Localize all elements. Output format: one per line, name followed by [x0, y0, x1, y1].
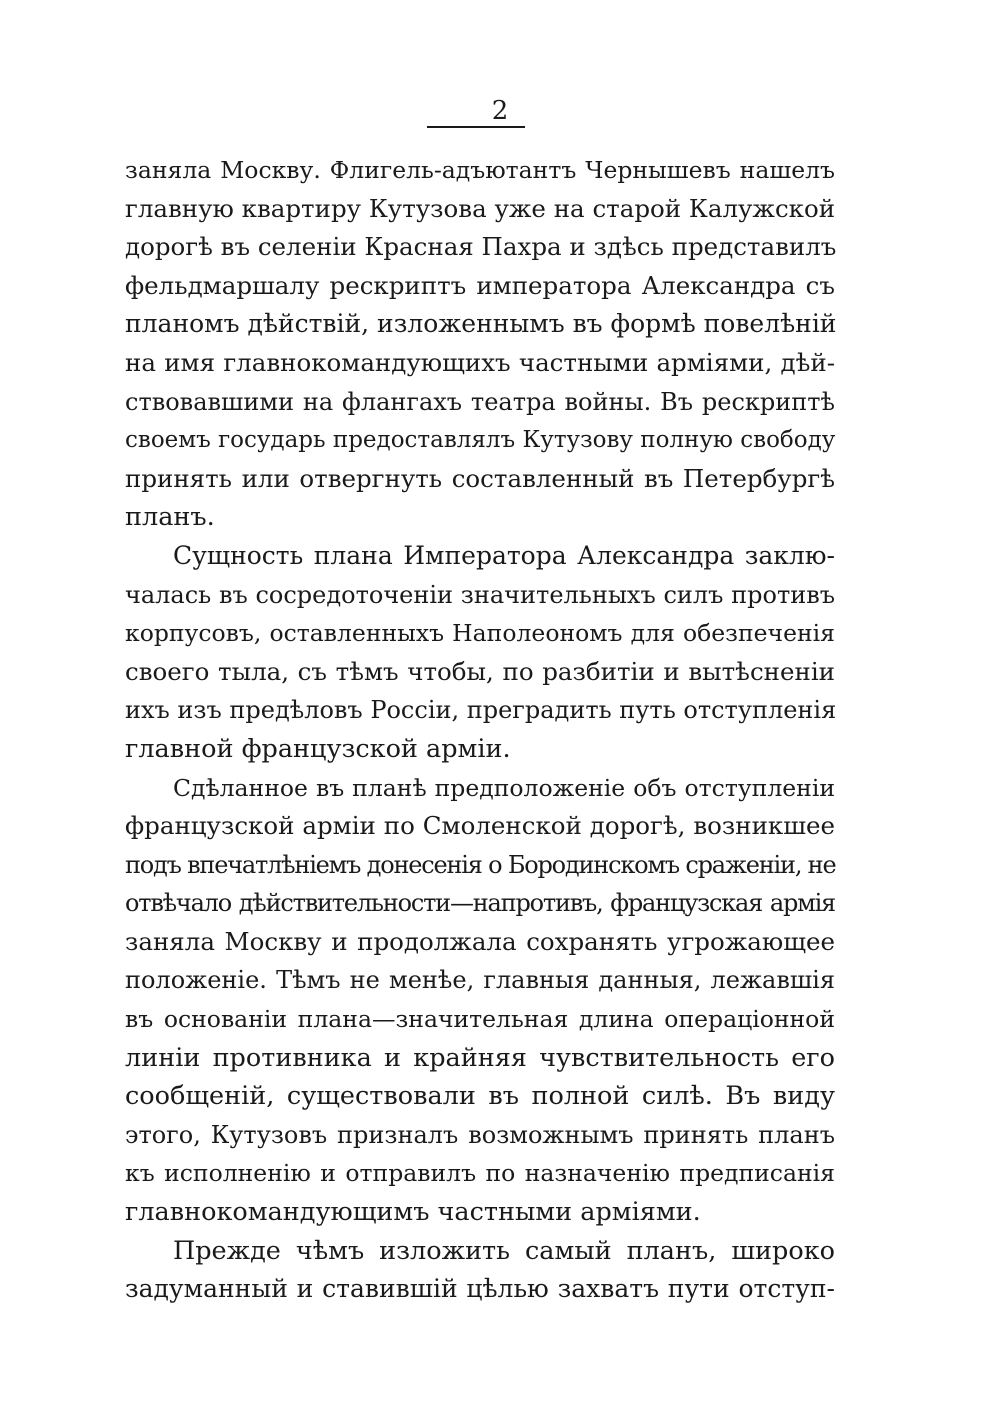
- text-line: главную квартиру Кутузова уже на старой Калужской: [125, 193, 836, 223]
- text-line: своемъ государь предоставлялъ Кутузову полную свободу: [125, 427, 836, 454]
- text-line: къ исполненію и отправилъ по назначенію предписанія: [125, 1159, 835, 1188]
- text-line: главной французской арміи.: [125, 733, 511, 764]
- paragraph: [125, 1232, 835, 1309]
- text-line: ихъ изъ предѣловъ Россіи, преградить путь отступленія: [125, 696, 837, 725]
- text-line: на имя главнокомандующихъ частными арміями, дѣй-: [125, 347, 835, 377]
- text-line: этого, Кутузовъ призналъ возможнымъ принять планъ: [125, 1120, 835, 1149]
- text-line: Прежде чѣмъ изложить самый планъ, широко: [173, 1235, 835, 1266]
- text-line: фельдмаршалу рескриптъ императора Александра съ: [125, 270, 835, 300]
- text-line: ствовавшими на флангахъ театра войны. Въ рескриптѣ: [125, 387, 835, 416]
- text-line: главнокомандующимъ частными арміями.: [125, 1197, 701, 1228]
- paragraph: [125, 769, 835, 1232]
- text-line: французской арміи по Смоленской дорогѣ, возникшее: [125, 811, 835, 841]
- text-line: линіи противника и крайняя чувствительность его: [125, 1042, 835, 1073]
- text-line: подъ впечатлѣніемъ донесенія о Бородинскомъ сраженіи, не: [125, 850, 836, 879]
- text-line: сообщеній, существовали въ полной силѣ. Въ виду: [125, 1081, 835, 1112]
- text-line: корпусовъ, оставленныхъ Наполеономъ для обезпеченія: [125, 619, 835, 648]
- paragraph: [125, 151, 835, 537]
- page-number: 2: [491, 96, 509, 126]
- text-line: отвѣчало дѣйствительности—напротивъ, французская армія: [125, 889, 835, 918]
- text-line: планъ.: [125, 502, 215, 533]
- text-line: въ основаніи плана—значительная длина операціонной: [125, 1005, 835, 1034]
- text-line: Сдѣланное въ планѣ предположеніе объ отступленіи: [173, 773, 835, 802]
- text-line: заняла Москву и продолжала сохранять угрожающее: [125, 926, 835, 956]
- header-rule: [427, 126, 525, 128]
- text-line: своего тыла, съ тѣмъ чтобы, по разбитіи и вытѣсненіи: [125, 656, 835, 686]
- text-line: дорогѣ въ селеніи Красная Пахра и здѣсь представилъ: [125, 232, 837, 262]
- text-line: заняла Москву. Флигель-адъютантъ Чернышевъ нашелъ: [125, 156, 835, 184]
- text-line: планомъ дѣйствій, изложеннымъ въ формѣ повелѣній: [125, 309, 837, 339]
- text-line: Сущность плана Императора Александра заклю-: [173, 540, 835, 570]
- text-line: положеніе. Тѣмъ не менѣе, главныя данныя, лежавшія: [125, 966, 835, 995]
- paragraph: [125, 537, 835, 769]
- text-line: задуманный и ставившій цѣлью захватъ пути отступ-: [125, 1274, 835, 1304]
- text-line: принять или отвергнуть составленный въ Петербургѣ: [125, 463, 835, 493]
- body-text: [125, 151, 835, 1309]
- text-line: чалась въ сосредоточеніи значительныхъ силъ противъ: [125, 580, 835, 609]
